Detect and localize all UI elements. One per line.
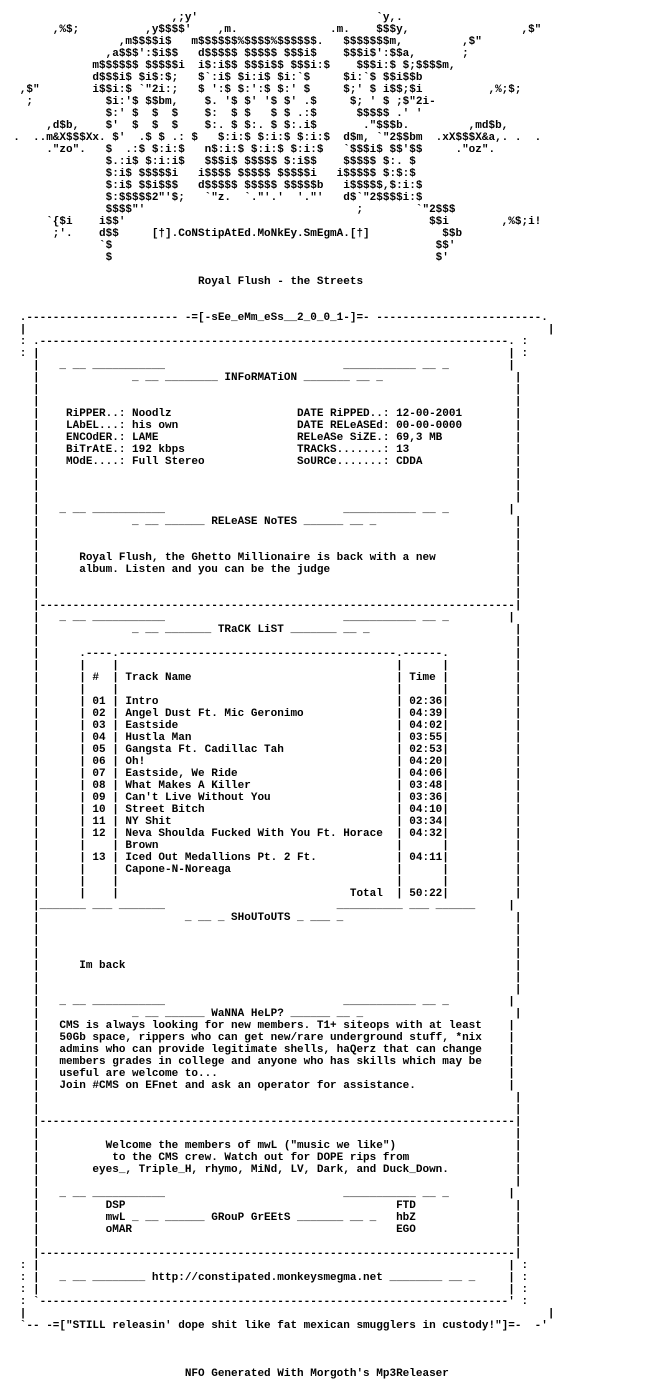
nfo-line: NFO Generated With Morgoth's Mp3Releaser [0, 1368, 449, 1380]
nfo-line: | LAbEL...: his own DATE RELeASEd: 00-00-0000 | [0, 420, 522, 432]
nfo-line: | | [0, 1176, 522, 1188]
nfo-line: | _ __ ___________ ___________ __ _ | [0, 504, 515, 516]
nfo-line: | _ __ ______ RELeASE NoTES ______ __ _ | [0, 516, 522, 528]
nfo-line: | album. Listen and you can be the judge | [0, 564, 522, 576]
nfo-line: | | [0, 1128, 522, 1140]
nfo-line: $:i$ $$i$$$ d$$$$$ $$$$$ $$$$$b i$$$$$,$:i:$ [0, 180, 588, 192]
nfo-line: .----------------------- -=[-sEe_eMm_eSs__2_0_0_1-]=- -------------------------. [0, 312, 548, 324]
nfo-line: ."zo". $ .:$ $:i:$ n$:i:$ $:i:$ $:i:$ `$$$i$ $$'$$ ."oz". [0, 144, 581, 156]
nfo-line: | MOdE....: Full Stereo SoURCe.......: CDDA | [0, 456, 522, 468]
nfo-line: | | [0, 936, 522, 948]
nfo-line: ,m$$$$i$ m$$$$$$%$$$$%$$$$$$. $$$$$$$m, ,$" [0, 36, 588, 48]
nfo-line: `$ $$' [0, 240, 595, 252]
nfo-line: | | [0, 1092, 522, 1104]
nfo-line: d$$$i$ $i$:$; $`:i$ $i:i$ $i:`$ $i:`$ $$i$$b [0, 72, 581, 84]
nfo-line: ,;y' `y,. [0, 12, 588, 24]
nfo-line: m$$$$$$ $$$$$i i$:i$$ $$$i$$ $$$i:$ $$$i:$ $;$$$$m, [0, 60, 588, 72]
nfo-line: | | [0, 1308, 555, 1320]
nfo-line: | | 13 | Iced Out Medallions Pt. 2 Ft. | 04:11| | [0, 852, 522, 864]
nfo-line: | | [0, 324, 555, 336]
nfo-line: $:$$$$$2"'$; `"z. `."'.' '."' d$`"2$$$$i:$ [0, 192, 588, 204]
nfo-line: | _ __ ___________ ___________ __ _ | [0, 360, 515, 372]
nfo-line: | | | | | | [0, 684, 522, 696]
nfo-line: . ..m&X$$$Xx. $' .$ $ .: $ $:i:$ $:i:$ $:i:$ d$m, `"2$$bm .xX$$$X&a,. . . [0, 132, 588, 144]
nfo-line: | _ __ ___________ ___________ __ _ | [0, 1188, 515, 1200]
nfo-line: | to the CMS crew. Watch out for DOPE rips from | [0, 1152, 522, 1164]
nfo-line: | _ __ ___________ ___________ __ _ | [0, 612, 515, 624]
nfo-line: ,%$; ,y$$$$' ,m. .m. $$$y, ,$" [0, 24, 588, 36]
nfo-line: | | [0, 588, 522, 600]
nfo-line: | | [0, 576, 522, 588]
nfo-line: | _ __ ______ WaNNA HeLP? ______ __ _ | [0, 1008, 522, 1020]
nfo-line: | | 01 | Intro | 02:36| | [0, 696, 522, 708]
nfo-line: | | | Brown | | | [0, 840, 522, 852]
nfo-line: | | 05 | Gangsta Ft. Cadillac Tah | 02:53| | [0, 744, 522, 756]
nfo-line: | oMAR EGO | [0, 1224, 522, 1236]
nfo-line: | | | Total | 50:22| | [0, 888, 522, 900]
nfo-line: | | [0, 480, 522, 492]
nfo-line: | eyes_, Triple_H, rhymo, MiNd, LV, Dark, and Duck_Down. | [0, 1164, 522, 1176]
nfo-line: |------------------------------------------------------------------------| [0, 1116, 522, 1128]
nfo-line: | _ __ ________ INFoRMATiON _______ __ _ | [0, 372, 522, 384]
nfo-line: | | 11 | NY Shit | 03:34| | [0, 816, 522, 828]
nfo-line: | Join #CMS on EFnet and ask an operator for assistance. | [0, 1080, 515, 1092]
nfo-line: | mwL _ __ ______ GRouP GrEEtS _______ __ _ hbZ | [0, 1212, 522, 1224]
nfo-line: | _ __ ___________ ___________ __ _ | [0, 996, 515, 1008]
nfo-line: | CMS is always looking for new members. T1+ siteops with at least | [0, 1020, 515, 1032]
nfo-line: | | [0, 948, 522, 960]
nfo-line: | useful are welcome to... | [0, 1068, 515, 1080]
nfo-line: | | [0, 984, 522, 996]
nfo-line: |------------------------------------------------------------------------| [0, 600, 522, 612]
nfo-line: | | [0, 924, 522, 936]
nfo-line: $$$$"' ; `"2$$$ [0, 204, 588, 216]
nfo-line: | | [0, 384, 522, 396]
nfo-line: : | _ __ ________ http://constipated.monkeysmegma.net ________ __ _ | : [0, 1272, 529, 1284]
nfo-line: | | | Capone-N-Noreaga | | | [0, 864, 522, 876]
nfo-line: `-- -=["STILL releasin' dope shit like fat mexican smugglers in custody!"]=- -' [0, 1320, 548, 1332]
nfo-line: | Royal Flush, the Ghetto Millionaire is back with a new | [0, 552, 522, 564]
nfo-line: | | | | | | [0, 660, 522, 672]
nfo-line: | Welcome the members of mwL ("music we like") | [0, 1140, 522, 1152]
nfo-line: | members grades in college and anyone who has skills which may be | [0, 1056, 515, 1068]
nfo-line [0, 0, 607, 12]
nfo-line: | Im back | [0, 960, 522, 972]
nfo-line: | _ __ _ SHoUToUTS _ ___ _ | [0, 912, 522, 924]
nfo-line: | BiTrAtE.: 192 kbps TRACkS.......: 13 | [0, 444, 522, 456]
nfo-line: | | [0, 492, 522, 504]
nfo-line: | .----.------------------------------------------.------. | [0, 648, 522, 660]
nfo-line: ;'. d$$ [†].CoNStipAtEd.MoNkEy.SmEgmA.[†] $$b [0, 228, 568, 240]
nfo-line: | | 12 | Neva Shoulda Fucked With You Ft. Horace | 04:32| | [0, 828, 522, 840]
nfo-line: | | 06 | Oh! | 04:20| | [0, 756, 522, 768]
nfo-line: | | | | | | [0, 876, 522, 888]
nfo-line: `{$i i$$' $$i ,%$;i! [0, 216, 595, 228]
nfo-line: | | [0, 636, 522, 648]
nfo-line: | | 02 | Angel Dust Ft. Mic Geronimo | 04:39| | [0, 708, 522, 720]
nfo-line: | | [0, 972, 522, 984]
nfo-line: Royal Flush - the Streets [0, 276, 364, 288]
nfo-line: | | # | Track Name | Time | | [0, 672, 522, 684]
nfo-line: : .-----------------------------------------------------------------------. : [0, 336, 529, 348]
nfo-line: : `-----------------------------------------------------------------------' : [0, 1296, 529, 1308]
nfo-line: | RiPPER..: Noodlz DATE RiPPED..: 12-00-2001 | [0, 408, 522, 420]
nfo-line: | | [0, 528, 522, 540]
nfo-line: | DSP FTD | [0, 1200, 522, 1212]
nfo-line: $:' $ $ $ $: $ $ $ $ .:$ $$$$$ .' ' [0, 108, 588, 120]
nfo-line: | | [0, 396, 522, 408]
nfo-line: | | [0, 1104, 522, 1116]
nfo-line: | | 03 | Eastside | 04:02| | [0, 720, 522, 732]
nfo-line: : | | : [0, 348, 529, 360]
nfo-line: |------------------------------------------------------------------------| [0, 1248, 522, 1260]
nfo-line: | | 09 | Can't Live Without You | 03:36| | [0, 792, 522, 804]
nfo-line: | 50Gb space, rippers who can get new/rare underground stuff, *nix | [0, 1032, 515, 1044]
nfo-line: ,d$b, $' $ $ $ $:. $ $:. $ $:.i$ ."$$$b. ,md$b, [0, 120, 588, 132]
nfo-line: $:i$ $$$$$i i$$$$ $$$$$ $$$$$i i$$$$$ $:$:$ [0, 168, 588, 180]
nfo-line: | | [0, 468, 522, 480]
nfo-line: | | [0, 540, 522, 552]
nfo-line: ,$" i$$i:$ `"2i:; $ ':$ $:':$ $:' $ $;' $ i$$;$i ,%;$; [0, 84, 581, 96]
nfo-line: | | 07 | Eastside, We Ride | 04:06| | [0, 768, 522, 780]
nfo-line: : | | : [0, 1284, 529, 1296]
nfo-line: : | | : [0, 1260, 529, 1272]
nfo-line: | ENCOdER.: LAME RELeASe SiZE.: 69,3 MB | [0, 432, 522, 444]
nfo-line: $.:i$ $:i:i$ $$$i$ $$$$$ $:i$$ $$$$$ $:. $ [0, 156, 588, 168]
nfo-line: | | 04 | Hustla Man | 03:55| | [0, 732, 522, 744]
nfo-line: | _ __ _______ TRaCK LiST _______ __ _ | [0, 624, 522, 636]
nfo-line: | | 08 | What Makes A Killer | 03:48| | [0, 780, 522, 792]
nfo-line: | | 10 | Street Bitch | 04:10| | [0, 804, 522, 816]
nfo-line: ; $i:'$ $$bm, $. '$ $' '$ $' .$ $; ' $ ;$"2i- [0, 96, 588, 108]
nfo-line: $ $' [0, 252, 595, 264]
nfo-line: ,a$$$':$i$$ d$$$$$ $$$$$ $$$i$ $$$i$':$$a, ; [0, 48, 588, 60]
nfo-line: |_______ ___ _______ __________ ___ ______ | [0, 900, 515, 912]
nfo-line: | admins who can provide legitimate shells, haQerz that can change | [0, 1044, 515, 1056]
nfo-line: | | [0, 1236, 522, 1248]
